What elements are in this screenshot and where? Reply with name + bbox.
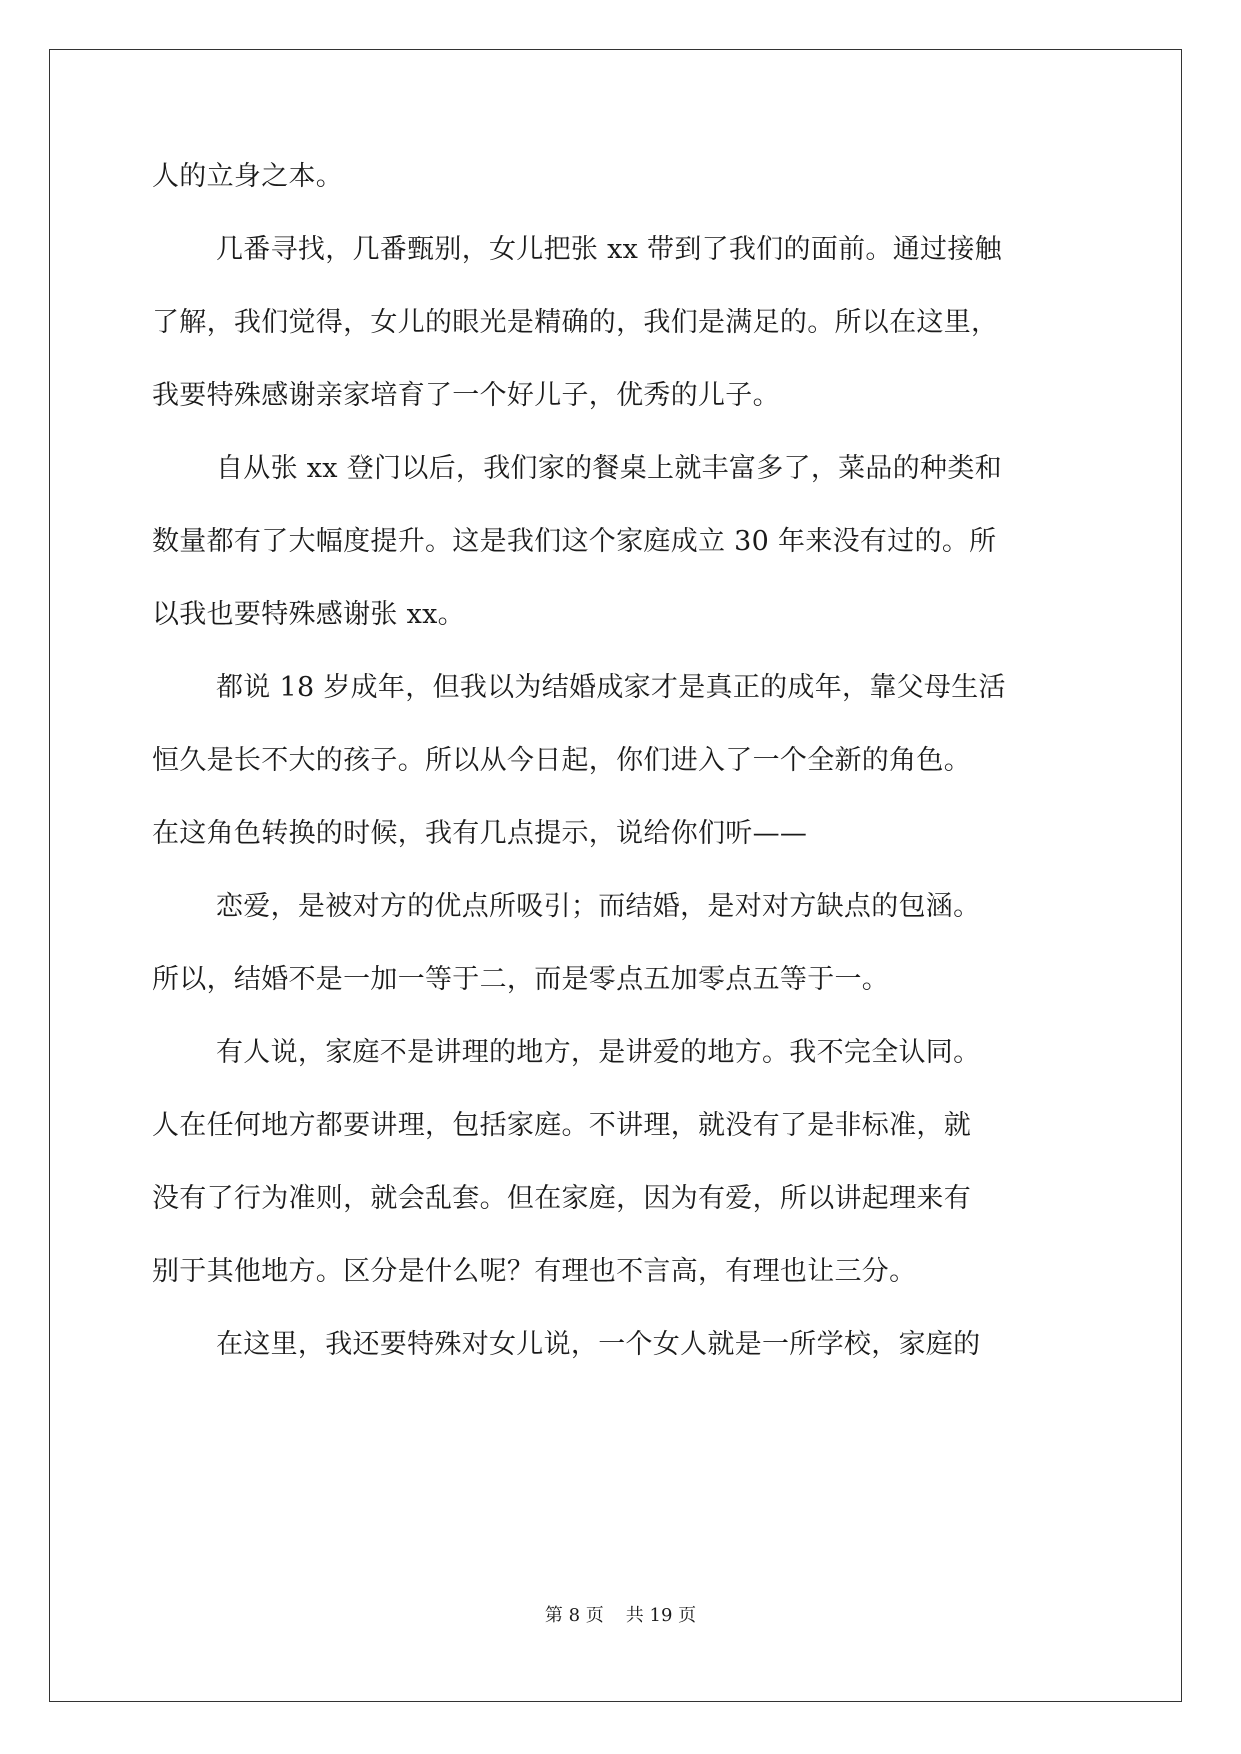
text-line: 了解，我们觉得，女儿的眼光是精确的，我们是满足的。所以在这里， <box>152 307 999 338</box>
text-line: 我要特殊感谢亲家培育了一个好儿子，优秀的儿子。 <box>152 380 780 411</box>
page-footer <box>0 1604 1241 1628</box>
text-line: 别于其他地方。区分是什么呢？有理也不言高，有理也让三分。 <box>152 1256 917 1287</box>
paragraph-first-line: 都说 18 岁成年，但我以为结婚成家才是真正的成年，靠父母生活 <box>216 672 1006 703</box>
text-line: 数量都有了大幅度提升。这是我们这个家庭成立 30 年来没有过的。所 <box>152 526 997 557</box>
text-line: 在这角色转换的时候，我有几点提示，说给你们听—— <box>152 818 808 849</box>
text-line: 所以，结婚不是一加一等于二，而是零点五加零点五等于一。 <box>152 964 890 995</box>
paragraph-first-line: 有人说，家庭不是讲理的地方，是讲爱的地方。我不完全认同。 <box>216 1037 981 1068</box>
paragraph-first-line: 恋爱，是被对方的优点所吸引；而结婚，是对对方缺点的包涵。 <box>216 891 981 922</box>
text-line: 人的立身之本。 <box>152 161 344 192</box>
page-total: 共 19 页 <box>625 1605 697 1626</box>
text-line: 没有了行为准则，就会乱套。但在家庭，因为有爱，所以讲起理来有 <box>152 1183 971 1214</box>
paragraph-first-line: 自从张 xx 登门以后，我们家的餐桌上就丰富多了，菜品的种类和 <box>216 453 1002 484</box>
text-line: 恒久是长不大的孩子。所以从今日起，你们进入了一个全新的角色。 <box>152 745 971 776</box>
paragraph-first-line: 在这里，我还要特殊对女儿说，一个女人就是一所学校，家庭的 <box>216 1329 981 1360</box>
paragraph-first-line: 几番寻找，几番甄别，女儿把张 xx 带到了我们的面前。通过接触 <box>216 234 1002 265</box>
page-number: 第 8 页 <box>544 1605 604 1626</box>
page-border <box>49 49 1182 1702</box>
text-line: 以我也要特殊感谢张 xx。 <box>152 599 465 630</box>
text-line: 人在任何地方都要讲理，包括家庭。不讲理，就没有了是非标准，就 <box>152 1110 971 1141</box>
